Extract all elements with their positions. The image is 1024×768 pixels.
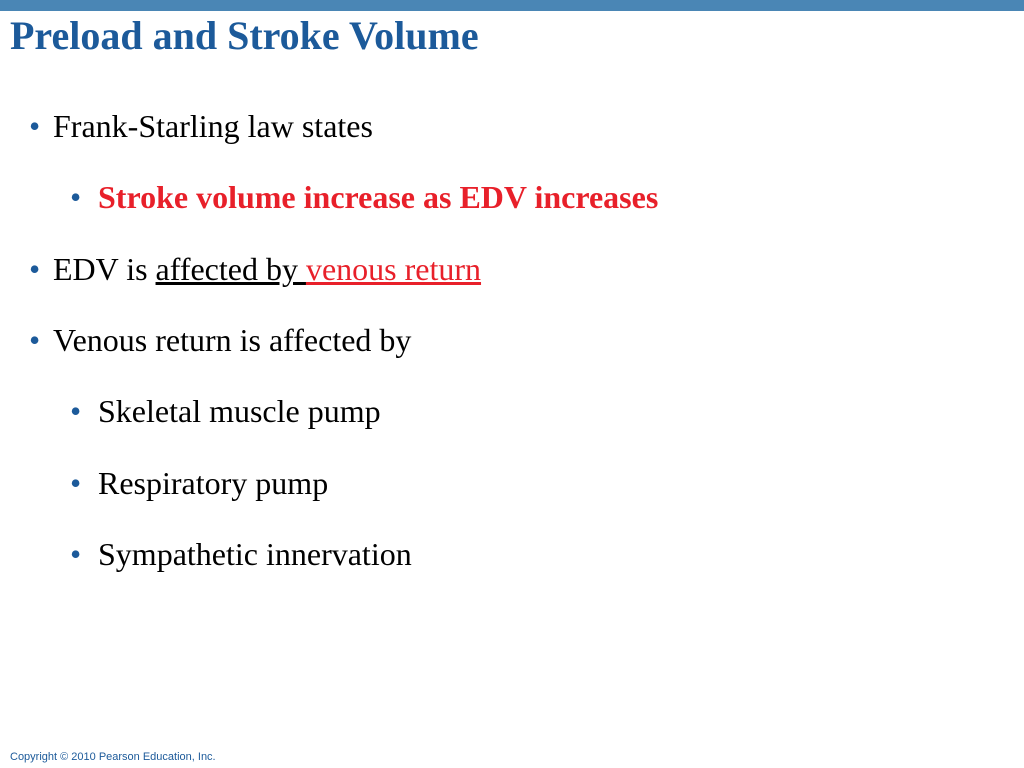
bullet-marker: • xyxy=(29,108,41,144)
slide-title: Preload and Stroke Volume xyxy=(10,13,479,58)
bullet-text: Frank-Starling law states xyxy=(53,108,373,144)
bullet-text: Respiratory pump xyxy=(98,465,329,501)
bullet-marker: • xyxy=(70,393,82,429)
bullet-marker: • xyxy=(29,251,41,287)
bullet-venous-return xyxy=(29,320,411,360)
bullet-marker: • xyxy=(29,322,41,358)
bullet-text: EDV is xyxy=(53,251,156,287)
bullet-text-underlined: affected by xyxy=(155,251,306,287)
bullet-stroke-volume xyxy=(70,177,658,217)
bullet-marker: • xyxy=(70,465,82,501)
copyright-footer: Copyright © 2010 Pearson Education, Inc. xyxy=(10,751,216,763)
bullet-text: Skeletal muscle pump xyxy=(98,393,381,429)
bullet-skeletal-muscle-pump xyxy=(70,391,381,431)
bullet-text-emphasis: Stroke volume increase as EDV increases xyxy=(98,179,659,215)
bullet-respiratory-pump xyxy=(70,463,328,503)
bullet-edv-affected xyxy=(29,249,481,289)
bullet-text-venous-return: venous return xyxy=(305,251,482,287)
bullet-text: Sympathetic innervation xyxy=(98,536,412,572)
bullet-sympathetic-innervation xyxy=(70,534,412,574)
bullet-text: Venous return is affected by xyxy=(53,322,412,358)
bullet-frank-starling xyxy=(29,106,373,146)
bullet-marker: • xyxy=(70,536,82,572)
bullet-marker: • xyxy=(70,179,82,215)
